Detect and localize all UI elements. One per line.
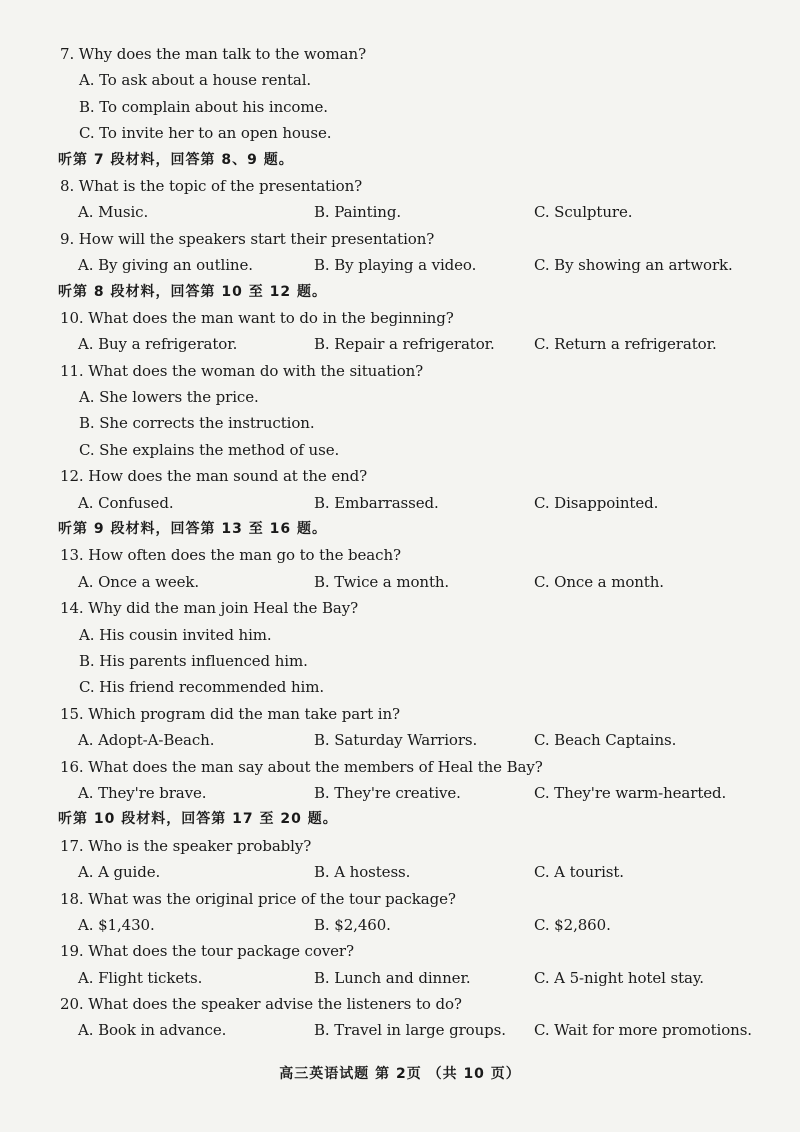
- option-8a: A. Music.: [78, 203, 149, 222]
- option-15c: C. Beach Captains.: [534, 731, 677, 750]
- option-14a: A. His cousin invited him.: [79, 625, 272, 644]
- option-7a: A. To ask about a house rental.: [79, 71, 312, 90]
- option-9b: B. By playing a video.: [314, 256, 477, 275]
- option-18a: A. $1,430.: [78, 915, 155, 934]
- option-14b: B. His parents influenced him.: [79, 651, 308, 670]
- section-heading-9: 听第 9 段材料，回答第 13 至 16 题。: [58, 521, 327, 538]
- options-16: [0, 780, 800, 806]
- option-19a: A. Flight tickets.: [78, 968, 203, 987]
- section-heading-7: 听第 7 段材料，回答第 8、9 题。: [58, 151, 294, 168]
- question-19: 19. What does the tour package cover?: [60, 942, 354, 961]
- question-18: 18. What was the original price of the tour package?: [60, 889, 456, 908]
- options-10: [0, 331, 800, 357]
- option-11c: C. She explains the method of use.: [79, 440, 340, 459]
- section-heading-10: 听第 10 段材料，回答第 17 至 20 题。: [58, 811, 338, 828]
- option-16a: A. They're brave.: [78, 783, 207, 802]
- option-10a: A. Buy a refrigerator.: [78, 335, 238, 354]
- option-13a: A. Once a week.: [78, 572, 200, 591]
- options-19: [0, 965, 800, 991]
- options-9: [0, 252, 800, 278]
- option-7c: C. To invite her to an open house.: [79, 124, 332, 143]
- question-11: 11. What does the woman do with the situation?: [60, 361, 424, 380]
- option-12c: C. Disappointed.: [534, 493, 659, 512]
- option-16b: B. They're creative.: [314, 783, 461, 802]
- question-14: 14. Why did the man join Heal the Bay?: [60, 599, 359, 618]
- question-8: 8. What is the topic of the presentation?: [60, 176, 363, 195]
- option-13b: B. Twice a month.: [314, 572, 450, 591]
- option-10b: B. Repair a refrigerator.: [314, 335, 495, 354]
- option-11b: B. She corrects the instruction.: [79, 414, 315, 433]
- options-17: [0, 859, 800, 885]
- question-17: 17. Who is the speaker probably?: [60, 836, 312, 855]
- option-7b: B. To complain about his income.: [79, 97, 328, 116]
- option-18c: C. $2,860.: [534, 915, 611, 934]
- question-12: 12. How does the man sound at the end?: [60, 467, 368, 486]
- option-11a: A. She lowers the price.: [79, 388, 259, 407]
- options-12: [0, 490, 800, 516]
- option-20b: B. Travel in large groups.: [314, 1021, 506, 1040]
- options-13: [0, 569, 800, 595]
- question-9: 9. How will the speakers start their presentation?: [60, 229, 435, 248]
- question-7: 7. Why does the man talk to the woman?: [60, 45, 367, 63]
- option-12b: B. Embarrassed.: [314, 493, 439, 512]
- options-18: [0, 912, 800, 938]
- option-15a: A. Adopt-A-Beach.: [78, 731, 215, 750]
- option-12a: A. Confused.: [78, 493, 174, 512]
- question-13: 13. How often does the man go to the beach?: [60, 546, 401, 565]
- options-8: [0, 199, 800, 225]
- question-15: 15. Which program did the man take part in?: [60, 704, 400, 723]
- option-13c: C. Once a month.: [534, 572, 664, 591]
- option-19c: C. A 5-night hotel stay.: [534, 968, 704, 987]
- option-10c: C. Return a refrigerator.: [534, 335, 717, 354]
- option-15b: B. Saturday Warriors.: [314, 731, 478, 750]
- question-10: 10. What does the man want to do in the beginning?: [60, 308, 454, 327]
- option-17b: B. A hostess.: [314, 863, 411, 882]
- option-9c: C. By showing an artwork.: [534, 256, 733, 275]
- options-15: [0, 727, 800, 753]
- option-8c: C. Sculpture.: [534, 203, 633, 222]
- option-20c: C. Wait for more promotions.: [534, 1021, 752, 1040]
- page-footer: 高三英语试题 第 2页 （共 10 页）: [279, 1066, 521, 1082]
- option-17c: C. A tourist.: [534, 863, 624, 882]
- option-14c: C. His friend recommended him.: [79, 678, 325, 697]
- option-19b: B. Lunch and dinner.: [314, 968, 471, 987]
- option-9a: A. By giving an outline.: [78, 256, 253, 275]
- option-18b: B. $2,460.: [314, 915, 391, 934]
- option-8b: B. Painting.: [314, 203, 402, 222]
- options-20: [0, 1017, 800, 1043]
- option-17a: A. A guide.: [78, 863, 161, 882]
- section-heading-8: 听第 8 段材料，回答第 10 至 12 题。: [58, 283, 327, 300]
- question-16: 16. What does the man say about the members of Heal the Bay?: [60, 757, 543, 776]
- option-16c: C. They're warm-hearted.: [534, 783, 727, 802]
- question-20: 20. What does the speaker advise the listeners to do?: [60, 995, 462, 1014]
- option-20a: A. Book in advance.: [78, 1021, 227, 1040]
